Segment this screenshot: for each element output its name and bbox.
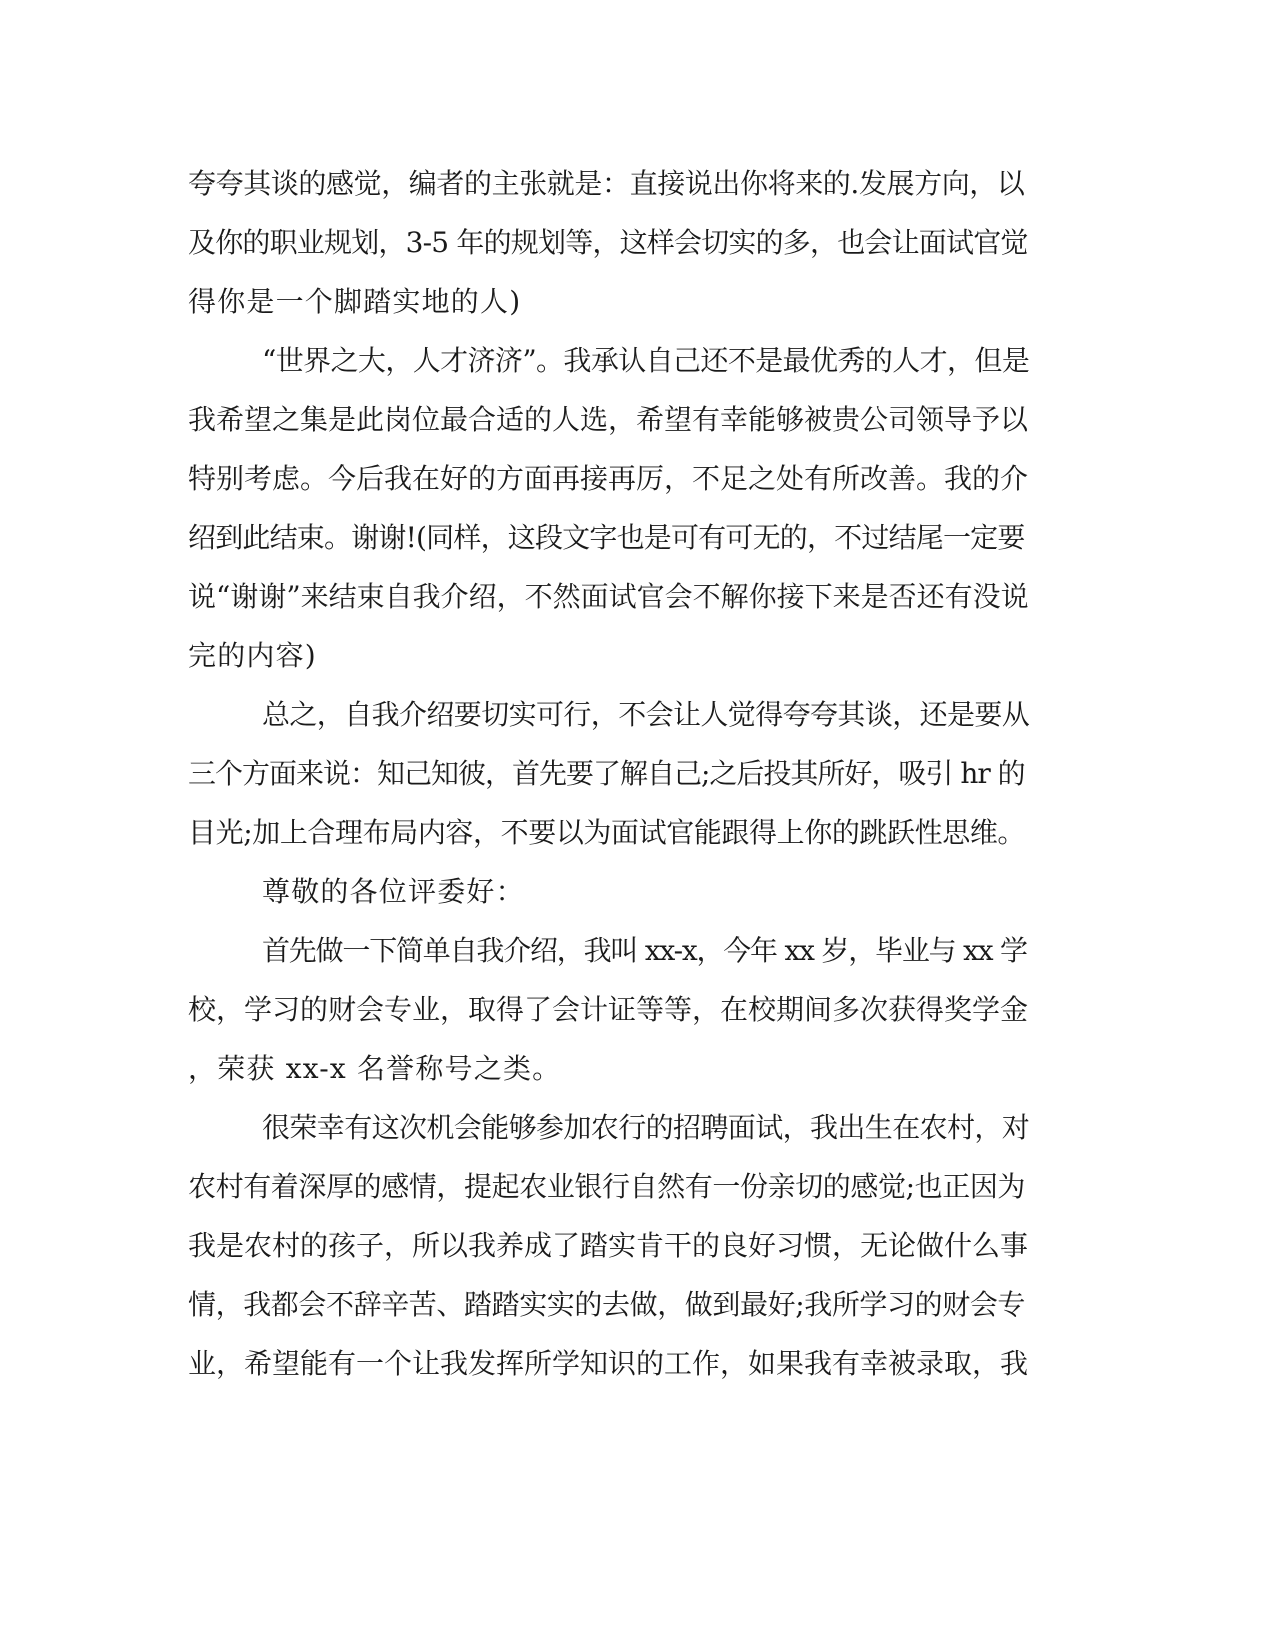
text-line: 绍到此结束。谢谢!(同样，这段文字也是可有可无的，不过结尾一定要 [188, 521, 1025, 554]
text-line: 尊敬的各位评委好： [262, 875, 525, 908]
text-line: 及你的职业规划，3-5 年的规划等，这样会切实的多，也会让面试官觉 [188, 226, 1028, 259]
text-line: 三个方面来说：知己知彼，首先要了解自己;之后投其所好，吸引 hr 的 [188, 757, 1025, 790]
text-line: 我是农村的孩子，所以我养成了踏实肯干的良好习惯，无论做什么事 [188, 1229, 1029, 1262]
text-line: 总之，自我介绍要切实可行，不会让人觉得夸夸其谈，还是要从 [262, 698, 1030, 731]
text-line: 完的内容) [188, 639, 317, 672]
text-line: 农村有着深厚的感情，提起农业银行自然有一份亲切的感觉;也正因为 [188, 1170, 1026, 1203]
text-line: 我希望之集是此岗位最合适的人选，希望有幸能够被贵公司领导予以 [188, 403, 1029, 436]
text-line: 目光;加上合理布局内容，不要以为面试官能跟得上你的跳跃性思维。 [188, 816, 1026, 849]
text-line: 校，学习的财会专业，取得了会计证等等，在校期间多次获得奖学金 [188, 993, 1029, 1026]
text-line: 得你是一个脚踏实地的人) [188, 285, 522, 318]
text-line: 特别考虑。今后我在好的方面再接再厉，不足之处有所改善。我的介 [188, 462, 1029, 495]
text-line: 业，希望能有一个让我发挥所学知识的工作，如果我有幸被录取，我 [188, 1347, 1029, 1380]
text-line: “世界之大，人才济济”。我承认自己还不是最优秀的人才，但是 [262, 344, 1030, 377]
text-line: 夸夸其谈的感觉，编者的主张就是：直接说出你将来的.发展方向，以 [188, 167, 1025, 200]
text-line: ，荣获 xx-x 名誉称号之类。 [188, 1052, 562, 1085]
text-line: 情，我都会不辞辛苦、踏踏实实的去做，做到最好;我所学习的财会专 [188, 1288, 1026, 1321]
text-line: 很荣幸有这次机会能够参加农行的招聘面试，我出生在农村，对 [262, 1111, 1030, 1144]
text-line: 首先做一下简单自我介绍，我叫 xx-x，今年 xx 岁，毕业与 xx 学 [262, 934, 1027, 967]
text-line: 说“谢谢”来结束自我介绍，不然面试官会不解你接下来是否还有没说 [188, 580, 1029, 613]
